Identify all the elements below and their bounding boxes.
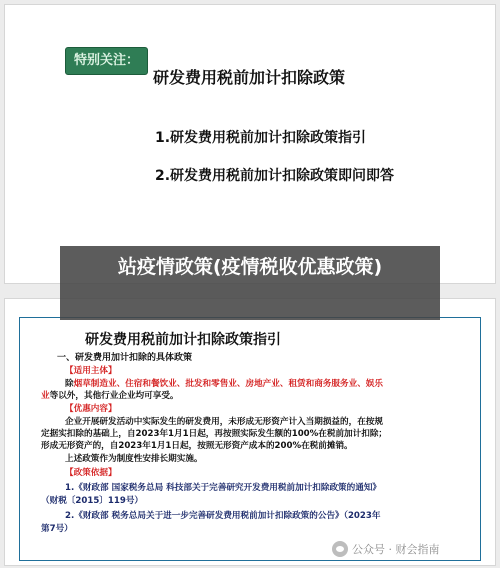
subject-line-1: 除烟草制造业、住宿和餐饮业、批发和零售业、房地产业、租赁和商务服务业、娱乐 [65, 379, 383, 389]
subject-line-2: 业等以外，其他行业企业均可享受。 [41, 391, 179, 401]
watermark [332, 540, 440, 558]
subject-header: 【适用主体】 [65, 366, 117, 376]
top-slide-item-1: 1.研发费用税前加计扣除政策指引 [155, 130, 367, 146]
top-slide-item-2: 2.研发费用税前加计扣除政策即问即答 [155, 168, 395, 184]
basis-line-1: 1.《财政部 国家税务总局 科技部关于完善研究开发费用税前加计扣除政策的通知》 [65, 483, 382, 493]
content-line-1: 企业开展研发活动中实际发生的研发费用，未形成无形资产计入当期损益的，在按规 [65, 417, 383, 427]
basis-line-4: 第7号） [41, 524, 73, 534]
special-attention-badge: 特别关注： [65, 47, 148, 75]
content-header: 【优惠内容】 [65, 404, 117, 414]
content-line-3: 形成无形资产的，自2023年1月1日起，按照无形资产成本的200%在税前摊销。 [41, 441, 353, 451]
article-title-overlay: 站疫情政策(疫情税收优惠政策) [60, 246, 440, 320]
basis-header: 【政策依据】 [65, 468, 117, 478]
top-slide-title: 研发费用税前加计扣除政策 [153, 68, 346, 87]
section-heading: 一、研发费用加计扣除的具体政策 [57, 353, 193, 363]
top-slide [4, 4, 496, 284]
content-line-2: 定据实扣除的基础上，自2023年1月1日起，再按照实际发生额的100%在税前加计扣除； [41, 429, 388, 439]
bottom-slide [4, 298, 496, 566]
bottom-slide-title: 研发费用税前加计扣除政策指引 [85, 332, 281, 348]
basis-line-2: （财税〔2015〕119号） [41, 496, 144, 506]
watermark-text: 公众号 · 财会指南 [352, 543, 440, 556]
basis-line-3: 2.《财政部 税务总局关于进一步完善研发费用税前加计扣除政策的公告》（2023年 [65, 511, 381, 521]
content-line-4: 上述政策作为制度性安排长期实施。 [65, 454, 203, 464]
wechat-icon [332, 541, 348, 557]
